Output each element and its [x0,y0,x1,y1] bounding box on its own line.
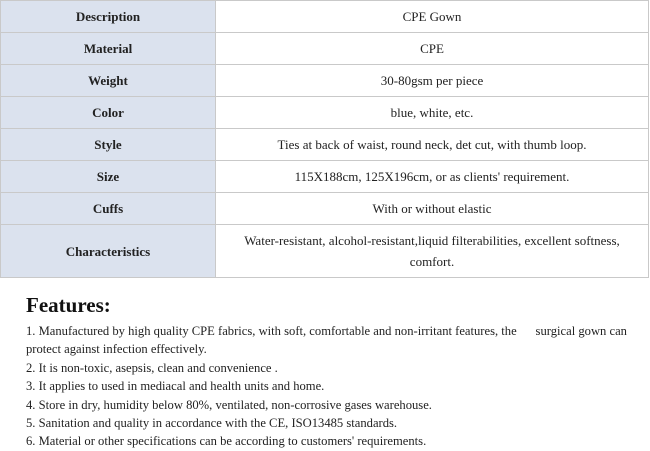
feature-item-1: 1. Manufactured by high quality CPE fabrics, with soft, comfortable and non-irritant features, the surgical gown can protect against infection effectively. [26,324,631,357]
row-label-description: Description [1,1,216,33]
row-value-characteristics: Water-resistant, alcohol-resistant,liquid filterabilities, excellent softness, comfort. [216,225,649,278]
row-value-color: blue, white, etc. [216,97,649,129]
row-label-characteristics: Characteristics [1,225,216,278]
features-title: Features: [26,293,111,317]
table-row [1,161,649,193]
feature-item-4: 4. Store in dry, humidity below 80%, ventilated, non-corrosive gases warehouse. [26,397,432,412]
row-value-size: 115X188cm, 125X196cm, or as clients' requirement. [216,161,649,193]
feature-item-5: 5. Sanitation and quality in accordance with the CE, ISO13485 standards. [26,416,398,431]
row-value-cuffs: With or without elastic [216,193,649,225]
row-label-size: Size [1,161,216,193]
table-row [1,33,649,65]
feature-item-3: 3. It applies to used in mediacal and health units and home. [26,379,325,394]
row-value-style: Ties at back of waist, round neck, det cut, with thumb loop. [216,129,649,161]
table-row [1,225,649,278]
row-value-material: CPE [216,33,649,65]
features-list [26,322,646,451]
row-value-description: CPE Gown [216,1,649,33]
table-row [1,65,649,97]
table-row [1,1,649,33]
row-label-style: Style [1,129,216,161]
table-row [1,97,649,129]
row-label-color: Color [1,97,216,129]
table-row [1,193,649,225]
row-label-material: Material [1,33,216,65]
row-label-weight: Weight [1,65,216,97]
table-row [1,129,649,161]
row-value-weight: 30-80gsm per piece [216,65,649,97]
row-label-cuffs: Cuffs [1,193,216,225]
feature-item-2: 2. It is non-toxic, asepsis, clean and convenience . [26,360,278,375]
feature-item-6: 6. Material or other specifications can be according to customers' requirements. [26,434,427,449]
features-section [26,293,646,451]
